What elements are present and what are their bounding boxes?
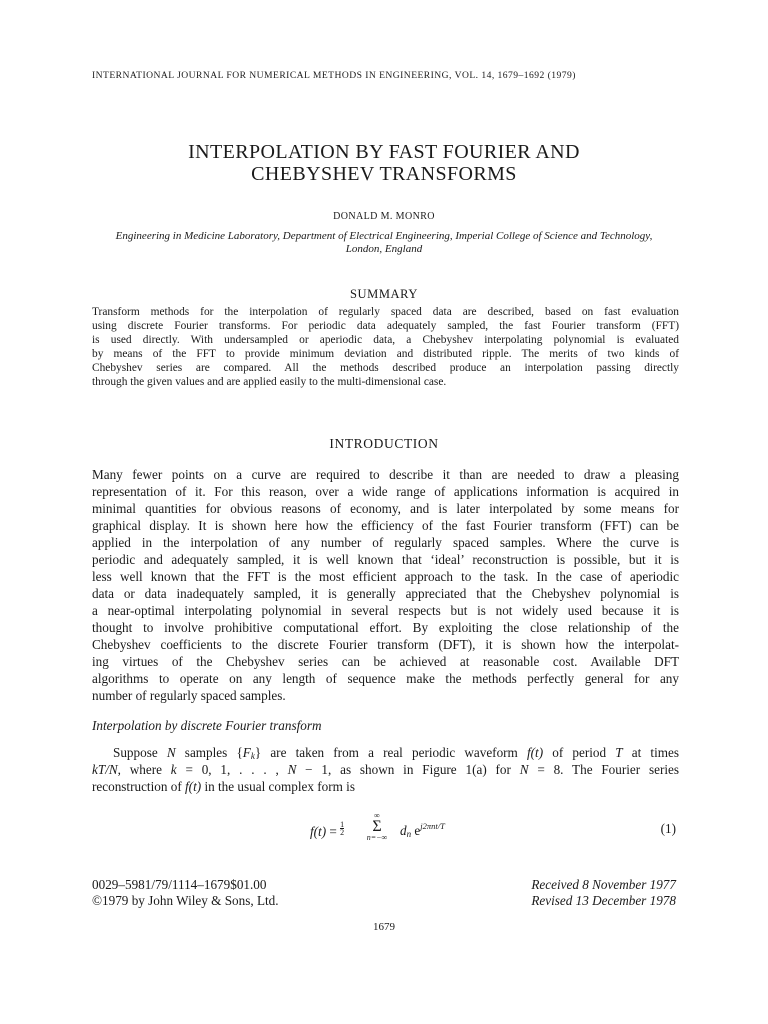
introduction-heading: INTRODUCTION bbox=[329, 436, 439, 451]
math-var: k bbox=[170, 762, 177, 777]
equation-rhs bbox=[400, 821, 445, 839]
text: of period bbox=[543, 745, 616, 760]
summary-line: through the given values and are applied easily to the multi-dimensional case. bbox=[92, 376, 447, 388]
text: − 1, as shown in Figure 1(a) for bbox=[296, 762, 520, 777]
intro-line: algorithms to operate on any length of sequence make the methods perfectly general for any bbox=[92, 671, 679, 686]
intro-line: Many fewer points on a curve are required to describe it than are needed to draw a pleasing bbox=[92, 467, 679, 482]
revised-date: Revised 13 December 1978 bbox=[531, 893, 676, 908]
text: = 0, 1, . . . , bbox=[176, 762, 288, 777]
text: } are taken from a real periodic waveform bbox=[254, 745, 527, 760]
intro-line: data or data inadequately sampled, it is generally appreciated that the Chebyshev polynomial is bbox=[92, 586, 679, 601]
affiliation-line-1: Engineering in Medicine Laboratory, Department of Electrical Engineering, Imperial College of Science and Technology, bbox=[115, 230, 653, 242]
intro-line: representation of it. For this reason, over a wide range of applications information is acquired in bbox=[92, 484, 679, 499]
text: at times bbox=[622, 745, 679, 760]
paragraph-line bbox=[92, 762, 679, 779]
math-var: N bbox=[287, 762, 297, 777]
fraction-half bbox=[340, 821, 344, 836]
copyright-notice: ©1979 by John Wiley & Sons, Ltd. bbox=[92, 893, 279, 908]
math-var: kT/N bbox=[92, 762, 118, 777]
math-var: T bbox=[615, 745, 623, 760]
summation bbox=[360, 812, 394, 842]
text: reconstruction of bbox=[92, 779, 186, 794]
math-var: F bbox=[242, 745, 251, 760]
math-var: N bbox=[166, 745, 176, 760]
sigma-symbol: Σ bbox=[372, 818, 382, 835]
paper-title-line-1: INTERPOLATION BY FAST FOURIER AND bbox=[188, 141, 580, 163]
fraction-numerator: 1 bbox=[340, 820, 345, 829]
math-var: f(t) bbox=[185, 779, 202, 794]
math-var: N bbox=[519, 762, 529, 777]
text: in the usual complex form is bbox=[201, 779, 355, 794]
paragraph-line bbox=[113, 745, 679, 762]
math-var: f(t) bbox=[310, 824, 327, 839]
math-subscript: n bbox=[406, 829, 412, 839]
intro-line: minimal quantities for obvious reasons of economy, and is later interpolated by some means for bbox=[92, 501, 679, 516]
fraction-denominator: 2 bbox=[340, 828, 345, 837]
intro-line: ing virtues of the Chebyshev series can be achieved at reasonable cost. Available DFT bbox=[92, 654, 679, 669]
intro-line: periodic and adequately sampled, it is well known that ‘ideal’ reconstruction is possible, but it is bbox=[92, 552, 679, 567]
intro-line: a near-optimal interpolating polynomial in several respects but is not widely used because it is bbox=[92, 603, 679, 618]
intro-line: less well known that the FFT is the most efficient approach to the task. In the case of aperiodic bbox=[92, 569, 679, 584]
text: = 8. The Fourier series bbox=[528, 762, 680, 777]
intro-line: graphical display. It is shown here how the efficiency of the fast Fourier transform (FFT) can be bbox=[92, 518, 679, 533]
sum-upper-limit: ∞ bbox=[374, 811, 380, 820]
article-code: 0029–5981/79/1114–1679$01.00 bbox=[92, 877, 267, 892]
equals-sign: = bbox=[326, 824, 341, 839]
math-subscript: k bbox=[250, 751, 255, 761]
sum-lower-limit: n=−∞ bbox=[366, 833, 388, 842]
text: samples { bbox=[175, 745, 243, 760]
subsection-heading: Interpolation by discrete Fourier transform bbox=[92, 718, 322, 733]
equation-number: (1) bbox=[660, 821, 676, 836]
summary-line: is used directly. With undersampled or aperiodic data, a Chebyshev interpolating polynomial is evaluated bbox=[92, 334, 679, 346]
summary-line: Chebyshev series are compared. All the methods described produce an interpolation passing directly bbox=[92, 362, 679, 374]
intro-line: thought to involve prohibitive computational effort. By exploiting the close relationship of the bbox=[92, 620, 679, 635]
intro-line: number of regularly spaced samples. bbox=[92, 688, 286, 703]
paper-title-line-2: CHEBYSHEV TRANSFORMS bbox=[251, 163, 517, 185]
paragraph-line bbox=[92, 779, 679, 796]
equation-1 bbox=[310, 812, 570, 852]
math-var: d bbox=[400, 823, 407, 838]
intro-line: applied in the interpolation of any number of regularly spaced samples. Where the curve is bbox=[92, 535, 679, 550]
equation-lhs bbox=[310, 821, 344, 840]
summary-line: Transform methods for the interpolation of regularly spaced data are described, based on fast evaluation bbox=[92, 306, 679, 318]
author-name: DONALD M. MONRO bbox=[333, 211, 435, 222]
summary-heading: SUMMARY bbox=[349, 287, 419, 301]
page-number: 1679 bbox=[373, 921, 395, 933]
summary-line: by means of the FFT to provide minimum deviation and distributed ripple. The merits of two kinds of bbox=[92, 348, 679, 360]
affiliation-line-2: London, England bbox=[345, 243, 423, 255]
summary-line: using discrete Fourier transforms. For periodic data adequately sampled, the fast Fourier transform (FFT) bbox=[92, 320, 679, 332]
math-var: f(t) bbox=[526, 745, 544, 760]
text: Suppose bbox=[113, 745, 167, 760]
received-date: Received 8 November 1977 bbox=[531, 877, 676, 892]
exponent: j2πnt/T bbox=[420, 821, 445, 831]
intro-line: Chebyshev coefficients to the discrete Fourier transform (DFT), it is shown how the interpolat- bbox=[92, 637, 679, 652]
exponential-e: e bbox=[411, 823, 421, 838]
text: , where bbox=[117, 762, 171, 777]
running-head: INTERNATIONAL JOURNAL FOR NUMERICAL METHODS IN ENGINEERING, VOL. 14, 1679–1692 (1979) bbox=[92, 70, 576, 81]
